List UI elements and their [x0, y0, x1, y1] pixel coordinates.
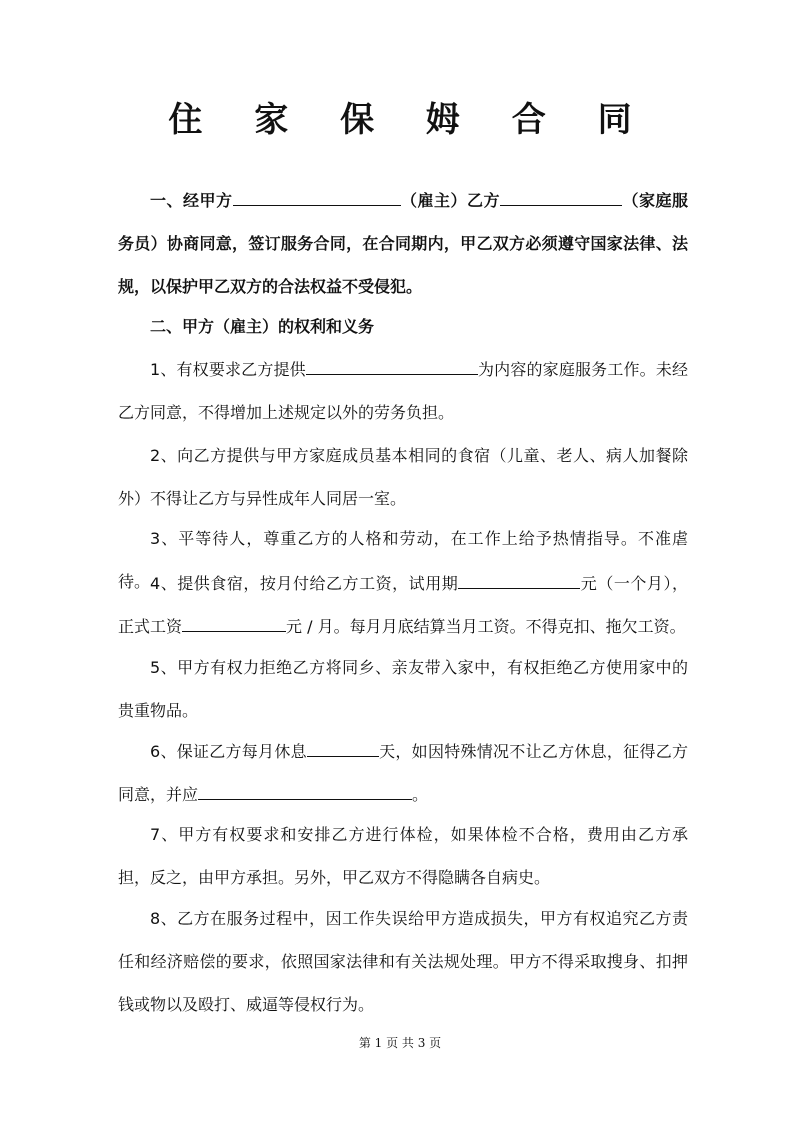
clause-4: [118, 562, 688, 648]
clause-6-text-b: 天，如因特殊情况不让乙方休息，征得乙方同意，并应: [118, 742, 688, 804]
clause-4-text-a: 4、提供食宿，按月付给乙方工资，试用期: [150, 574, 459, 593]
clause-6: [118, 730, 688, 816]
clause-6-text-a: 6、保证乙方每月休息: [150, 742, 307, 761]
clause-4-text-b: 元（一个月），正式工资: [118, 574, 688, 636]
compensation-blank[interactable]: [198, 783, 412, 800]
rest-days-blank[interactable]: [307, 740, 379, 757]
formal-wage-blank[interactable]: [182, 615, 286, 632]
clause-1: [118, 348, 688, 434]
section-1-text-b: （雇主）乙方: [400, 191, 500, 210]
service-content-blank[interactable]: [306, 358, 478, 375]
clause-7: 7、甲方有权要求和安排乙方进行体检，如果体检不合格，费用由乙方承担，反之，由甲方承担。另外，甲乙双方不得隐瞒各自病史。: [118, 825, 688, 887]
party-a-name-blank[interactable]: [233, 189, 401, 206]
clause-8: 8、乙方在服务过程中，因工作失误给甲方造成损失，甲方有权追究乙方责任和经济赔偿的要求，依照国家法律和有关法规处理。甲方不得采取搜身、扣押钱或物以及殴打、威逼等侵权行为。: [118, 909, 688, 1014]
clause-1-text-a: 1、有权要求乙方提供: [150, 360, 306, 379]
clause-6-text-c: 。: [412, 785, 429, 804]
section-1-text-c: （家庭服务员）协商同意，签订服务合同，在合同期内，甲乙双方必须遵守国家法律、法规，以保护甲乙双方的合法权益不受侵犯。: [118, 191, 688, 296]
page-title: 住 家 保 姆 合 同: [168, 100, 652, 140]
probation-wage-blank[interactable]: [458, 572, 580, 589]
party-b-name-blank[interactable]: [500, 189, 622, 206]
clause-2: 2、向乙方提供与甲方家庭成员基本相同的食宿（儿童、老人、病人加餐除外）不得让乙方与异性成年人同居一室。: [118, 446, 688, 508]
clause-3: 3、平等待人，尊重乙方的人格和劳动，在工作上给予热情指导。不准虐待。: [118, 529, 688, 591]
section-2-heading: 二、甲方（雇主）的权利和义务: [150, 317, 375, 336]
clause-1-text-b: 为内容的家庭服务工作。未经乙方同意，不得增加上述规定以外的劳务负担。: [118, 360, 688, 422]
clause-4-text-c: 元 / 月。每月月底结算当月工资。不得克扣、拖欠工资。: [286, 617, 686, 636]
clause-5: 5、甲方有权力拒绝乙方将同乡、亲友带入家中，有权拒绝乙方使用家中的贵重物品。: [118, 658, 688, 720]
section-1-paragraph: [118, 179, 688, 308]
page-footer: 第 1 页 共 3 页: [358, 1036, 442, 1050]
section-1-text-a: 一、经甲方: [150, 191, 233, 210]
